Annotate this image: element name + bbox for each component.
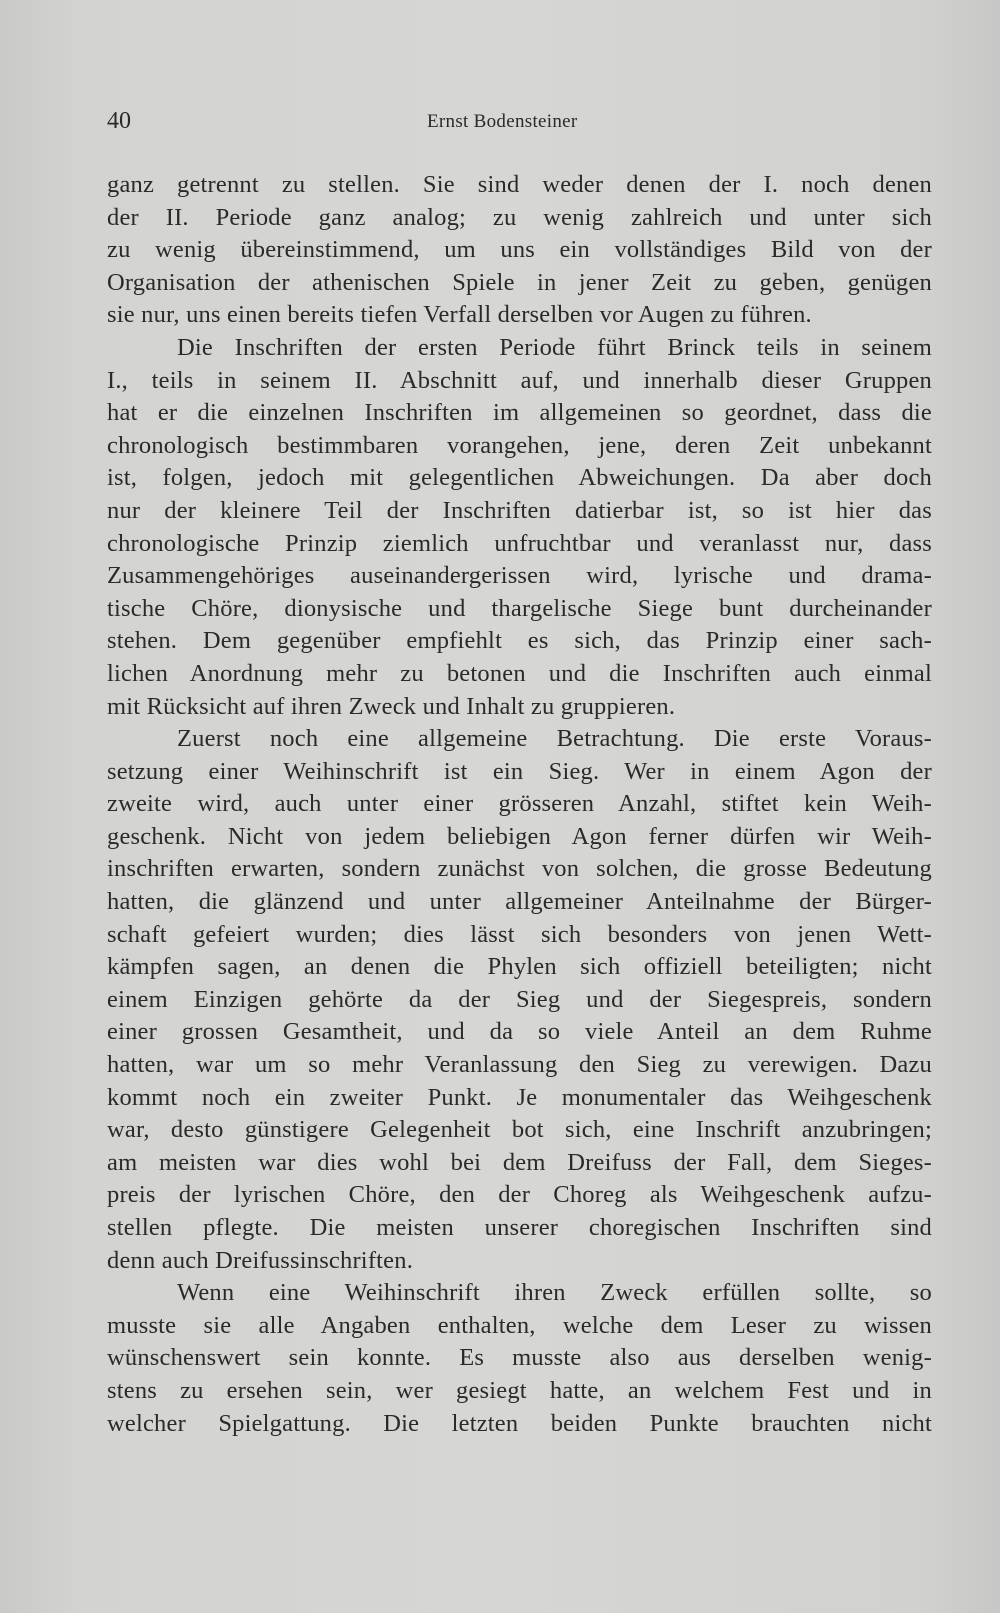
text-line: stens zu ersehen sein, wer gesiegt hatte, an welchem Fest und in — [107, 1376, 932, 1404]
text-line: setzung einer Weihinschrift ist ein Sieg. Wer in einem Agon der — [107, 757, 932, 785]
text-line: ganz getrennt zu stellen. Sie sind weder denen der I. noch denen — [107, 171, 932, 198]
text-line: lichen Anordnung mehr zu betonen und die Inschriften auch einmal — [107, 659, 932, 687]
text-line: wünschenswert sein konnte. Es musste also aus derselben wenig- — [107, 1344, 932, 1372]
text-line: war, desto günstigere Gelegenheit bot sich, eine Inschrift anzubringen; — [107, 1116, 932, 1144]
text-line: preis der lyrischen Chöre, den der Choreg als Weihgeschenk aufzu- — [107, 1181, 932, 1209]
text-line: ist, folgen, jedoch mit gelegentlichen Abweichungen. Da aber doch — [107, 464, 932, 492]
text-line: einer grossen Gesamtheit, und da so viele Anteil an dem Ruhme — [107, 1018, 932, 1046]
text-line: am meisten war dies wohl bei dem Dreifuss der Fall, dem Sieges- — [107, 1148, 932, 1176]
text-line: Die Inschriften der ersten Periode führt Brinck teils in seinem — [177, 333, 932, 361]
text-line: der II. Periode ganz analog; zu wenig zahlreich und unter sich — [107, 203, 932, 231]
text-line: kämpfen sagen, an denen die Phylen sich offiziell beteiligten; nicht — [107, 953, 932, 981]
page-number: 40 — [107, 108, 131, 134]
text-line: hatten, die glänzend und unter allgemeiner Anteilnahme der Bürger- — [107, 888, 932, 916]
text-line: welcher Spielgattung. Die letzten beiden Punkte brauchten nicht — [107, 1409, 932, 1437]
text-line: stellen pflegte. Die meisten unserer choregischen Inschriften sind — [107, 1214, 932, 1241]
text-line: Zusammengehöriges auseinandergerissen wird, lyrische und drama- — [107, 562, 932, 590]
text-line: zweite wird, auch unter einer grösseren Anzahl, stiftet kein Weih- — [107, 790, 932, 818]
text-line: hatten, war um so mehr Veranlassung den Sieg zu verewigen. Dazu — [107, 1051, 932, 1079]
text-line: nur der kleinere Teil der Inschriften datierbar ist, so ist hier das — [107, 496, 932, 524]
running-head — [107, 108, 936, 140]
text-line: chronologisch bestimmbaren vorangehen, jene, deren Zeit unbekannt — [107, 431, 932, 459]
text-line: schaft gefeiert wurden; dies lässt sich besonders von jenen Wett- — [107, 920, 932, 948]
body-text — [107, 169, 932, 1440]
text-line: inschriften erwarten, sondern zunächst von solchen, die grosse Bedeutung — [107, 855, 932, 883]
text-line: sie nur, uns einen bereits tiefen Verfall derselben vor Augen zu führen. — [107, 301, 812, 329]
running-title: Ernst Bodensteiner — [427, 111, 578, 132]
text-line: geschenk. Nicht von jedem beliebigen Agon ferner dürfen wir Weih- — [107, 822, 932, 850]
text-line: kommt noch ein zweiter Punkt. Je monumentaler das Weihgeschenk — [107, 1083, 932, 1111]
text-line: stehen. Dem gegenüber empfiehlt es sich, das Prinzip einer sach- — [107, 627, 932, 655]
text-line: musste sie alle Angaben enthalten, welche dem Leser zu wissen — [107, 1311, 932, 1339]
text-line: Wenn eine Weihinschrift ihren Zweck erfüllen sollte, so — [177, 1279, 932, 1307]
text-line: I., teils in seinem II. Abschnitt auf, und innerhalb dieser Gruppen — [107, 366, 932, 394]
text-line: hat er die einzelnen Inschriften im allgemeinen so geordnet, dass die — [107, 399, 932, 427]
text-line: tische Chöre, dionysische und thargelische Siege bunt durcheinander — [107, 594, 932, 622]
text-line: Organisation der athenischen Spiele in jener Zeit zu geben, genügen — [107, 268, 932, 296]
text-line: denn auch Dreifussinschriften. — [107, 1246, 414, 1274]
text-line: einem Einzigen gehörte da der Sieg und der Siegespreis, sondern — [107, 985, 932, 1013]
text-line: chronologische Prinzip ziemlich unfruchtbar und veranlasst nur, dass — [107, 529, 932, 557]
text-line: zu wenig übereinstimmend, um uns ein vollständiges Bild von der — [107, 236, 932, 264]
text-line: Zuerst noch eine allgemeine Betrachtung. Die erste Voraus- — [177, 725, 932, 753]
text-line: mit Rücksicht auf ihren Zweck und Inhalt zu gruppieren. — [107, 692, 676, 720]
